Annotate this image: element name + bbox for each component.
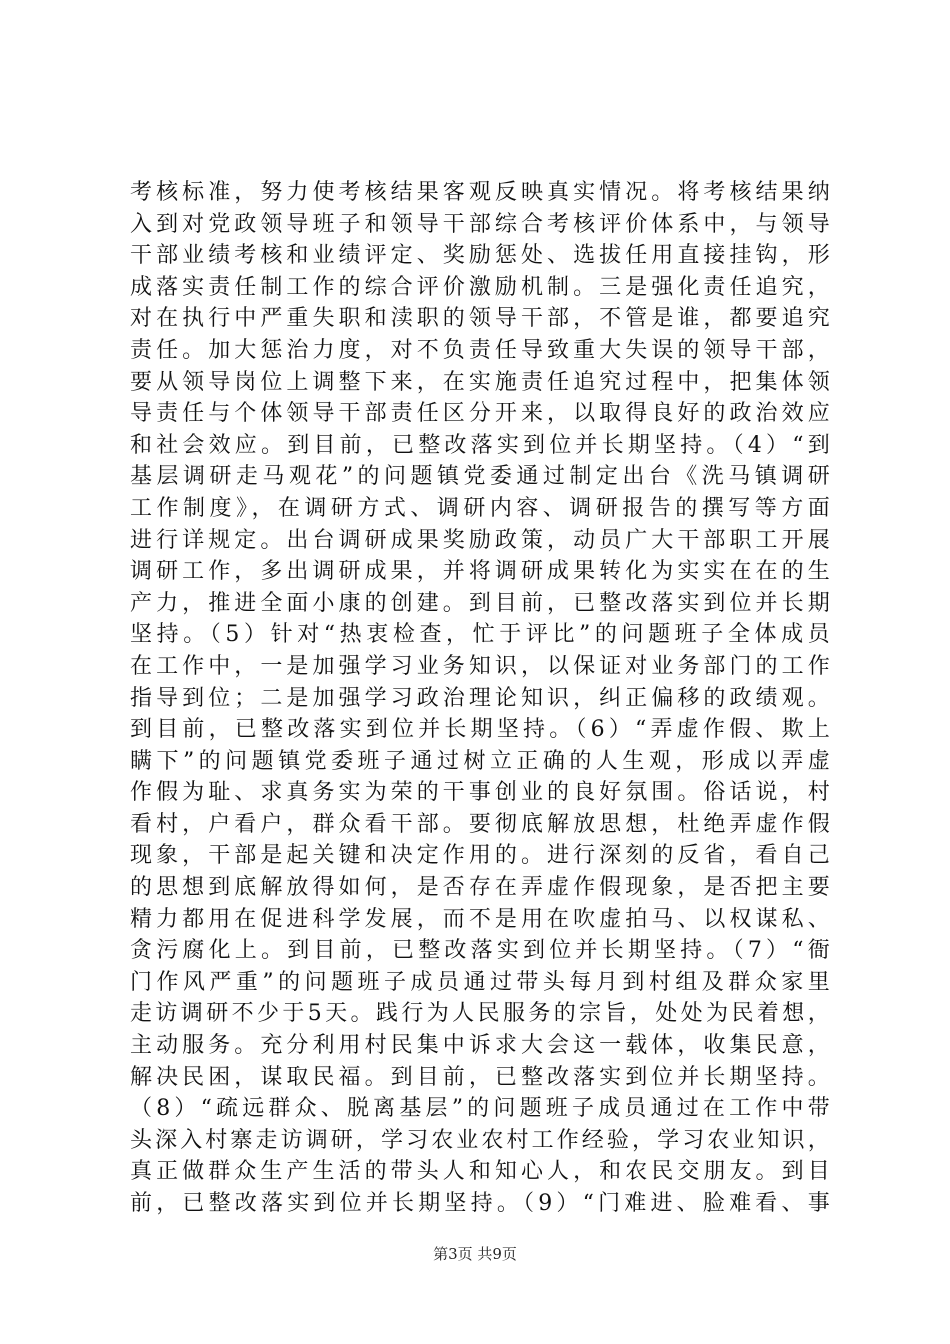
text-line: 真正做群众生产生活的带头人和知心人，和农民交朋友。到目 <box>130 1159 830 1185</box>
text-line: 现象，干部是起关键和决定作用的。进行深刻的反省，看自己 <box>130 843 830 869</box>
text-line: 工作制度》，在调研方式、调研内容、调研报告的撰写等方面 <box>130 495 830 521</box>
text-line: 解决民困，谋取民福。到目前，已整改落实到位并长期坚持。 <box>130 1064 830 1090</box>
text-line: 进行详规定。出台调研成果奖励政策，动员广大干部职工开展 <box>130 527 830 553</box>
text-line: 成落实责任制工作的综合评价激励机制。三是强化责任追究， <box>130 274 830 300</box>
text-line: 和社会效应。到目前，已整改落实到位并长期坚持。（4）“到 <box>130 432 830 458</box>
text-line: （8）“疏远群众、脱离基层”的问题班子成员通过在工作中带 <box>130 1096 830 1122</box>
text-line: 的思想到底解放得如何，是否存在弄虚作假现象，是否把主要 <box>130 875 830 901</box>
text-line: 走访调研不少于5天。践行为人民服务的宗旨，处处为民着想， <box>130 1001 830 1027</box>
text-line: 基层调研走马观花”的问题镇党委通过制定出台《洗马镇调研 <box>130 464 830 490</box>
text-line: 责任。加大惩治力度，对不负责任导致重大失误的领导干部， <box>130 337 830 363</box>
text-line: 精力都用在促进科学发展，而不是用在吹虚拍马、以权谋私、 <box>130 906 830 932</box>
text-line: 看村，户看户，群众看干部。要彻底解放思想，杜绝弄虚作假 <box>130 811 830 837</box>
text-line: 干部业绩考核和业绩评定、奖励惩处、选拔任用直接挂钩，形 <box>130 243 830 269</box>
text-line: 产力，推进全面小康的创建。到目前，已整改落实到位并长期 <box>130 590 830 616</box>
text-line: 瞒下”的问题镇党委班子通过树立正确的人生观，形成以弄虚 <box>130 748 830 774</box>
body-text <box>130 177 830 1220</box>
text-line: 在工作中，一是加强学习业务知识，以保证对业务部门的工作 <box>130 653 830 679</box>
text-line: 主动服务。充分利用村民集中诉求大会这一载体，收集民意， <box>130 1033 830 1059</box>
text-line: 前，已整改落实到位并长期坚持。（9）“门难进、脸难看、事 <box>130 1191 830 1216</box>
text-line: 入到对党政领导班子和领导干部综合考核评价体系中，与领导 <box>130 211 830 237</box>
text-line: 对在执行中严重失职和渎职的领导干部，不管是谁，都要追究 <box>130 306 830 332</box>
text-line: 门作风严重”的问题班子成员通过带头每月到村组及群众家里 <box>130 969 830 995</box>
text-line: 指导到位；二是加强学习政治理论知识，纠正偏移的政绩观。 <box>130 685 830 711</box>
text-line: 贪污腐化上。到目前，已整改落实到位并长期坚持。（7）“衙 <box>130 938 830 964</box>
text-line: 要从领导岗位上调整下来，在实施责任追究过程中，把集体领 <box>130 369 830 395</box>
page-footer: 第3页 共9页 <box>433 1245 517 1263</box>
text-line: 考核标准，努力使考核结果客观反映真实情况。将考核结果纳 <box>130 180 830 205</box>
text-line: 作假为耻、求真务实为荣的干事创业的良好氛围。俗话说，村 <box>130 780 830 806</box>
text-line: 调研工作，多出调研成果，并将调研成果转化为实实在在的生 <box>130 559 830 585</box>
text-line: 头深入村寨走访调研，学习农业农村工作经验，学习农业知识， <box>130 1127 830 1153</box>
text-line: 坚持。（5）针对“热衷检查，忙于评比”的问题班子全体成员 <box>130 622 830 648</box>
text-line: 导责任与个体领导干部责任区分开来，以取得良好的政治效应 <box>130 401 830 427</box>
text-line: 到目前，已整改落实到位并长期坚持。（6）“弄虚作假、欺上 <box>130 717 830 743</box>
